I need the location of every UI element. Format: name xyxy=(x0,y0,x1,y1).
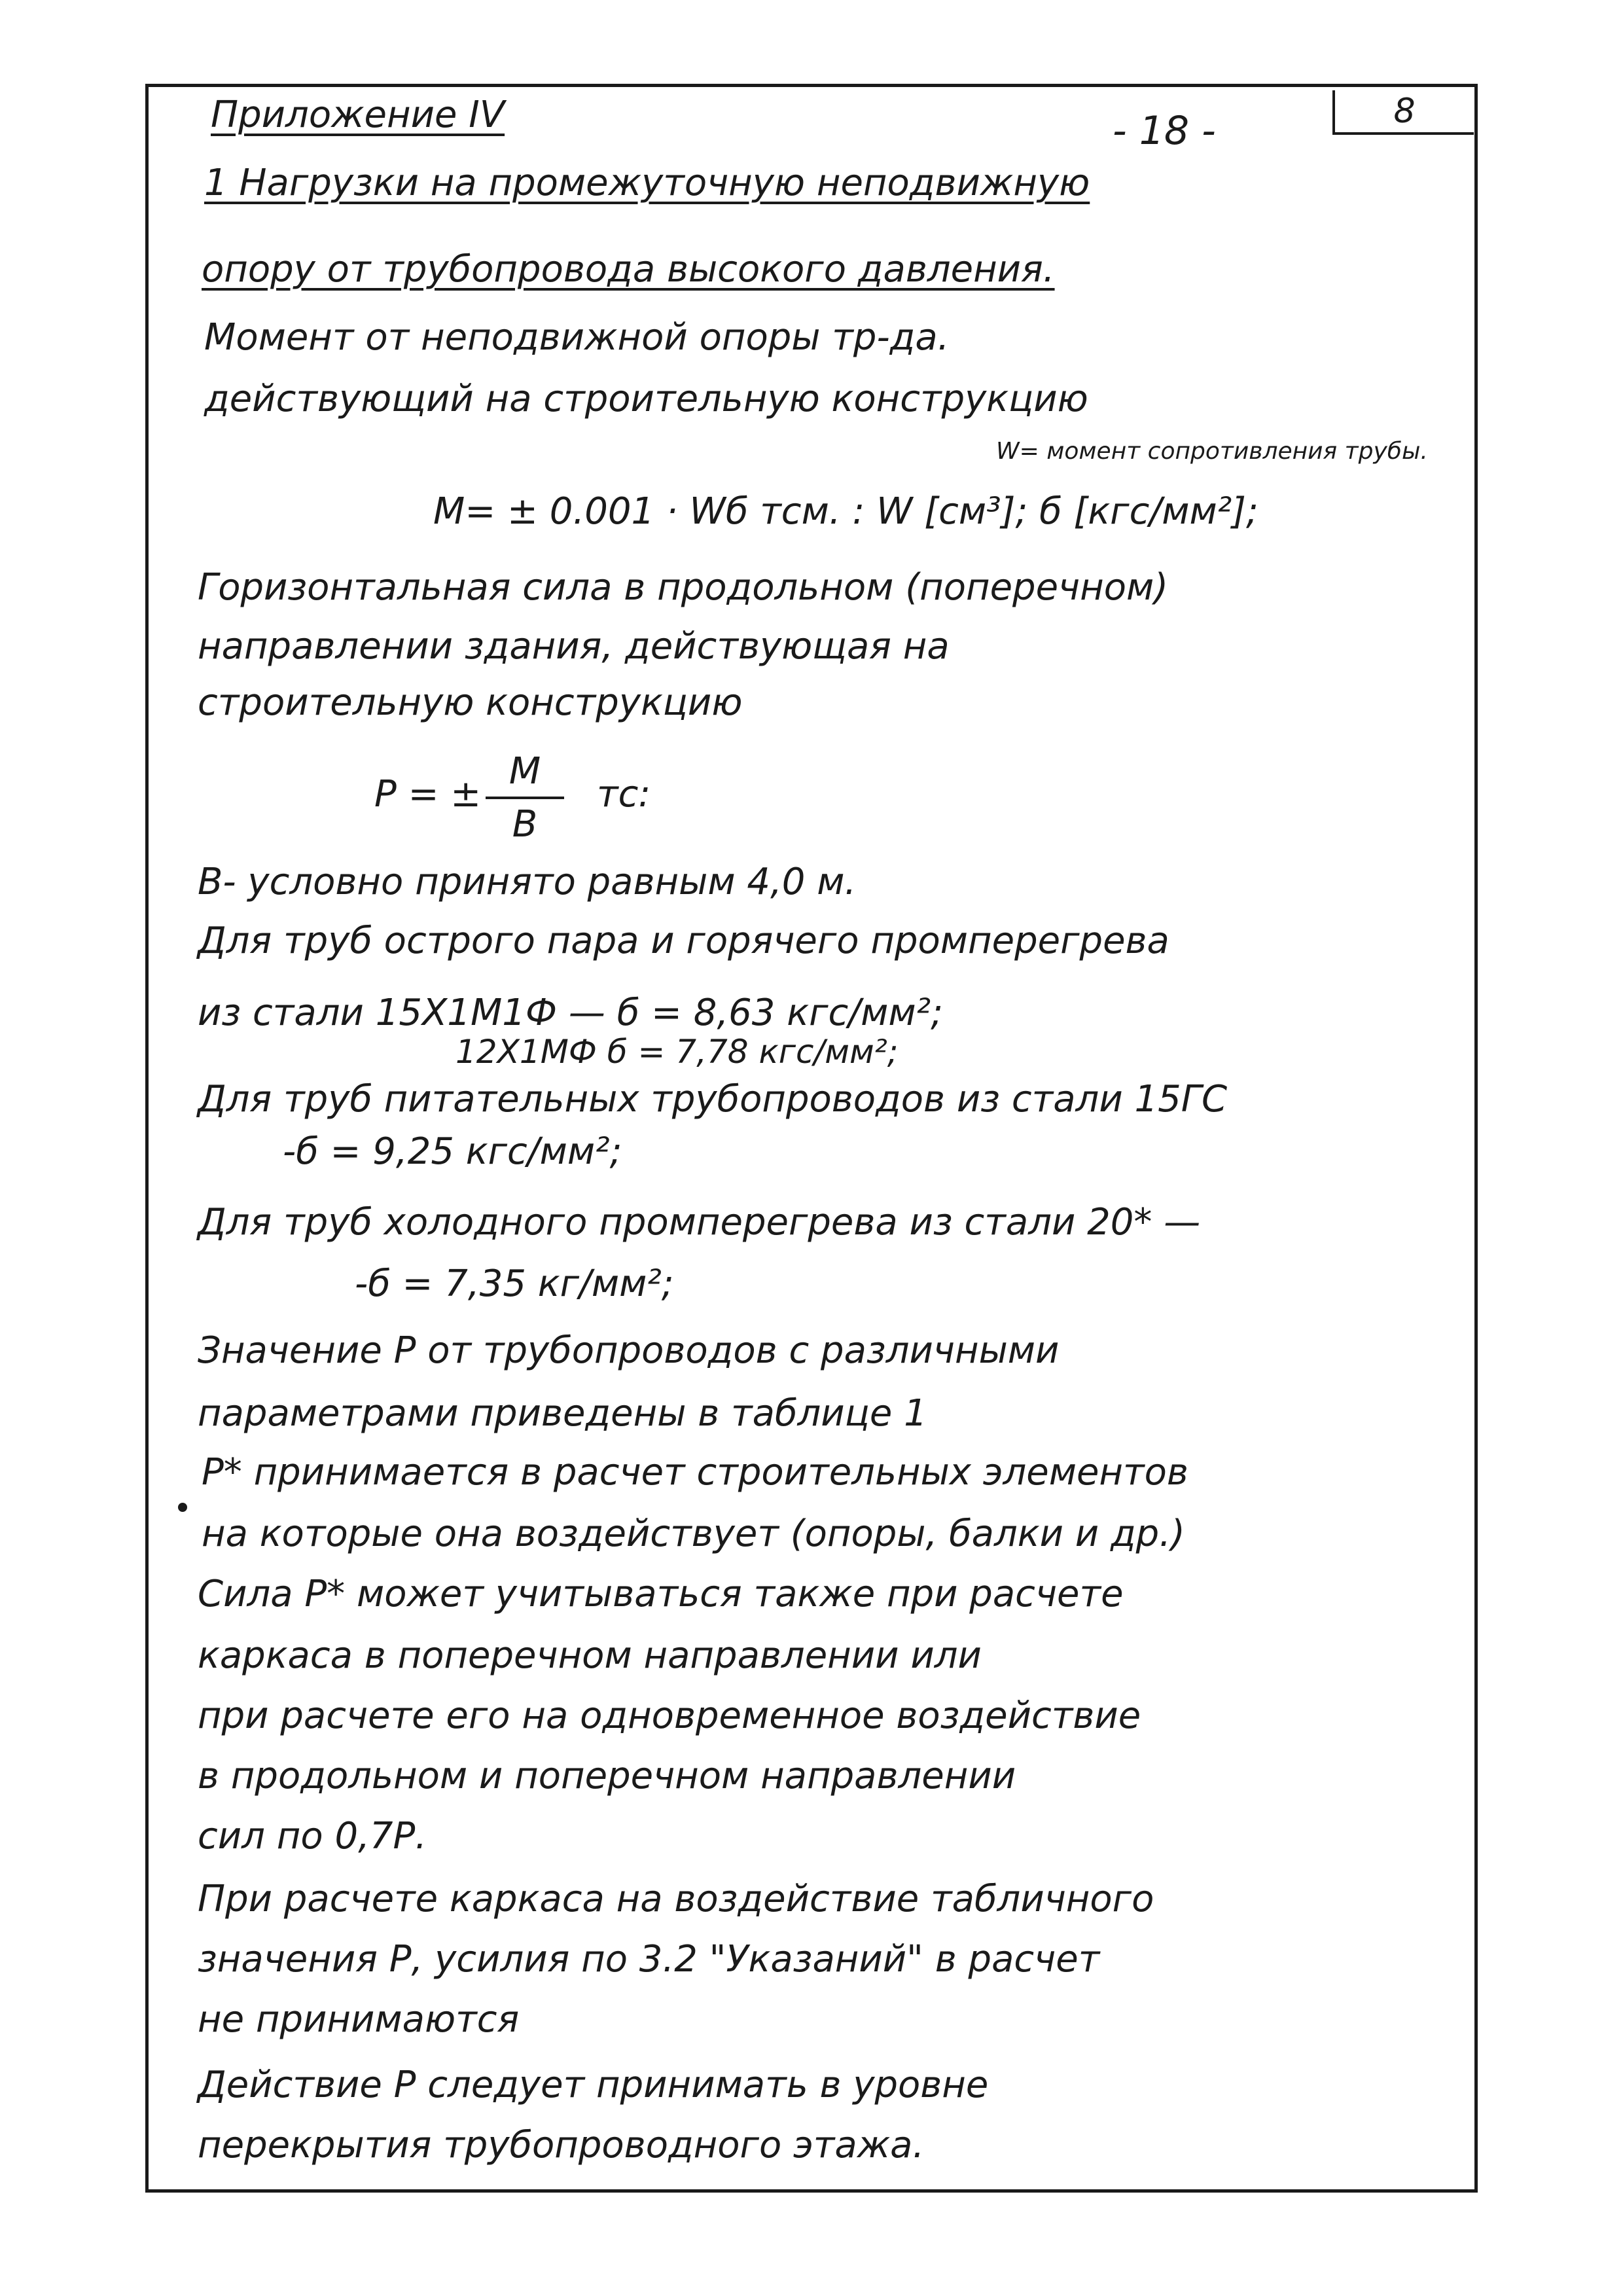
text-line-feed-sigma: -б = 9,25 кгс/мм²; xyxy=(283,1130,622,1173)
text-line-steel-12x1mf: 12Х1МФ б = 7,78 кгс/мм²; xyxy=(455,1033,899,1071)
w-note: W= момент сопротивления трубы. xyxy=(996,438,1428,465)
text-line-frame: каркаса в поперечном направлении или xyxy=(198,1634,982,1677)
text-line-cold-reheat: Для труб холодного промперегрева из стали 20* — xyxy=(198,1201,1201,1244)
text-line-direction: направлении здания, действующая на xyxy=(198,625,950,668)
text-line-horizontal-force: Горизонтальная сила в продольном (поперечном) xyxy=(198,566,1169,609)
text-line-values-p: Значение Р от трубопроводов с различными xyxy=(198,1329,1060,1372)
formula-p-fraction xyxy=(486,750,564,846)
bullet-mark xyxy=(178,1503,187,1512)
text-line-p-accepted: Р* принимается в расчет строительных элементов xyxy=(202,1451,1188,1494)
sheet-number-box: 8 xyxy=(1332,90,1474,135)
text-line-construction: строительную конструкцию xyxy=(198,681,743,724)
heading-line-1: 1 Нагрузки на промежуточную неподвижную xyxy=(204,162,1090,204)
formula-p-lhs: Р = ± xyxy=(374,773,482,816)
text-line-longitudinal: в продольном и поперечном направлении xyxy=(198,1755,1016,1797)
text-line-action-p: Действие Р следует принимать в уровне xyxy=(198,2064,989,2106)
moment-line: Момент от неподвижной опоры тр-да. xyxy=(204,316,950,359)
text-line-instructions: значения Р, усилия по 3.2 "Указаний" в расчет xyxy=(198,1938,1100,1981)
appendix-label: Приложение IV xyxy=(211,94,505,136)
acting-line: действующий на строительную конструкцию xyxy=(204,378,1088,420)
text-line-feed-pipes: Для труб питательных трубопроводов из стали 15ГС xyxy=(198,1078,1228,1121)
text-line-frame-calc: При расчете каркаса на воздействие табличного xyxy=(198,1878,1154,1920)
text-line-floor: перекрытия трубопроводного этажа. xyxy=(198,2124,925,2166)
text-line-force-p: Сила Р* может учитываться также при расчете xyxy=(198,1573,1124,1615)
text-line-b-value: В- условно принято равным 4,0 м. xyxy=(198,861,857,903)
text-line-steel-15x1m1f: из стали 15Х1М1Ф — б = 8,63 кгс/мм²; xyxy=(198,992,943,1034)
formula-p-numerator: М xyxy=(486,750,564,799)
page-number: - 18 - xyxy=(1113,108,1216,154)
text-line-steam-pipes: Для труб острого пара и горячего промперегрева xyxy=(198,920,1169,962)
text-line-not-accepted: не принимаются xyxy=(198,1998,520,2041)
heading-line-2: опору от трубопровода высокого давления. xyxy=(202,248,1055,291)
text-line-simultaneous: при расчете его на одновременное воздействие xyxy=(198,1695,1141,1737)
text-line-elements: на которые она воздействует (опоры, балки и др.) xyxy=(202,1513,1185,1555)
text-line-table-ref: параметрами приведены в таблице 1 xyxy=(198,1392,927,1435)
formula-p-denominator: В xyxy=(512,803,538,846)
text-line-cold-sigma: -б = 7,35 кг/мм²; xyxy=(355,1263,674,1305)
formula-p-unit: тс: xyxy=(597,773,651,816)
moment-formula: M= ± 0.001 · Wб тсм. : W [см³]; б [кгс/мм²]; xyxy=(433,490,1258,533)
text-line-forces-07p: сил по 0,7Р. xyxy=(198,1815,427,1857)
